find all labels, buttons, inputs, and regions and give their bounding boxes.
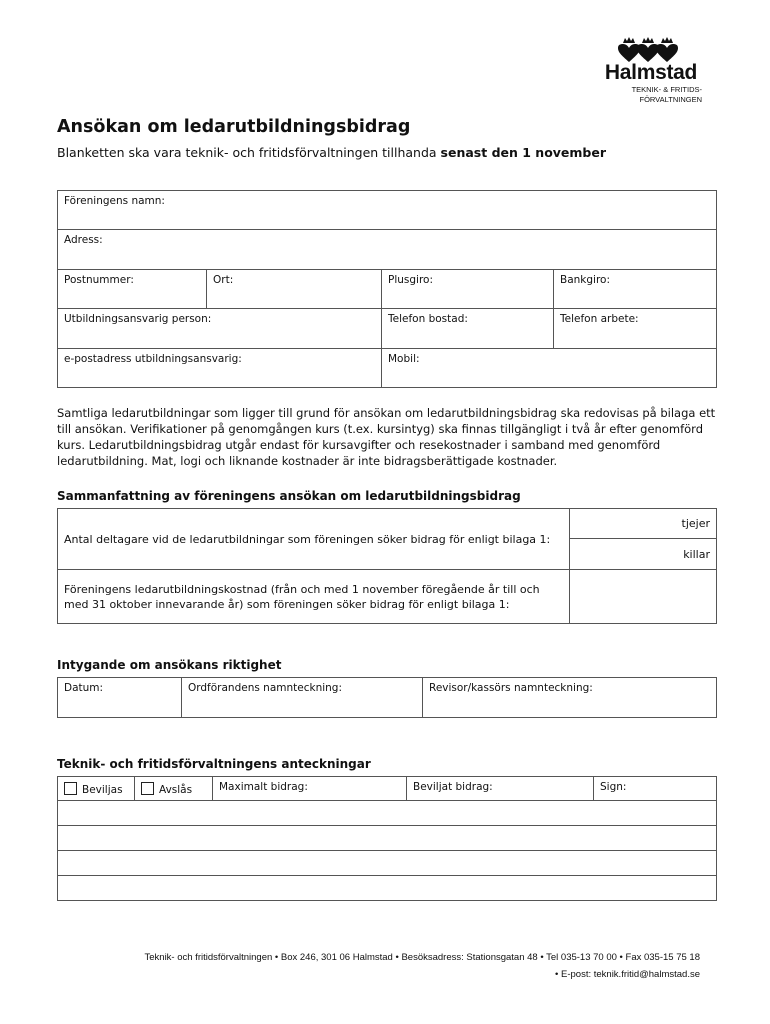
postnummer-field[interactable] bbox=[58, 270, 207, 309]
telefon-bostad-label: Telefon bostad: bbox=[388, 313, 468, 325]
ordforande-label: Ordförandens namnteckning: bbox=[188, 682, 343, 694]
notes-line-2[interactable] bbox=[58, 826, 717, 851]
adress-field[interactable] bbox=[58, 230, 717, 270]
summary-table bbox=[57, 508, 717, 624]
instructions-paragraph: Samtliga ledarutbildningar som ligger till grund för ansökan om ledarutbildningsbidrag ska redovisas på bilaga ett till ansökan. Verifikationer på genomgången kurs (t.ex. kursintyg) ska finnas tillgängligt i två år efter genomförd kurs. Ledarutbildningsbidrag utgår endast för kursavgifter och resekostnader i samband med genomförd ledarutbildning. Mat, logi och liknande kostnader är inte bidragsberättigade kostnader. bbox=[57, 406, 716, 468]
logo-dept-line1: TEKNIK- & FRITIDS- bbox=[631, 85, 702, 94]
summary-heading: Sammanfattning av föreningens ansökan om ledarutbildningsbidrag bbox=[57, 489, 521, 503]
plusgiro-label: Plusgiro: bbox=[388, 274, 434, 286]
postnummer-label: Postnummer: bbox=[64, 274, 134, 286]
notes-line-4[interactable] bbox=[58, 876, 717, 901]
datum-field[interactable] bbox=[58, 678, 182, 718]
sign-field[interactable] bbox=[594, 777, 717, 801]
telefon-arbete-field[interactable] bbox=[554, 309, 717, 349]
footer-email: • E-post: teknik.fritid@halmstad.se bbox=[555, 969, 700, 980]
logo-dept-line2: FÖRVALTNINGEN bbox=[639, 95, 702, 104]
revisor-label: Revisor/kassörs namnteckning: bbox=[429, 682, 593, 694]
notes-line-3[interactable] bbox=[58, 851, 717, 876]
forening-namn-label: Föreningens namn: bbox=[64, 195, 165, 207]
crown-hearts-icon bbox=[617, 36, 685, 62]
tjejer-field[interactable] bbox=[570, 509, 717, 539]
subtitle-text: Blanketten ska vara teknik- och fritidsförvaltningen tillhanda bbox=[57, 145, 441, 160]
mobil-field[interactable] bbox=[382, 349, 717, 388]
kostnad-label: Föreningens ledarutbildningskostnad (från och med 1 november föregående år till och med 31 oktober innevarande år) som föreningen söker bidrag för enligt bilaga 1: bbox=[64, 582, 540, 611]
utbildningsansvarig-field[interactable] bbox=[58, 309, 382, 349]
subtitle-deadline: senast den 1 november bbox=[440, 145, 607, 160]
logo-name: Halmstad bbox=[604, 61, 698, 84]
revisor-signature-field[interactable] bbox=[423, 678, 717, 718]
sign-label: Sign: bbox=[600, 781, 627, 793]
killar-label: killar bbox=[683, 547, 710, 561]
beviljas-option[interactable] bbox=[58, 777, 135, 801]
beviljas-label: Beviljas bbox=[82, 784, 123, 796]
adress-label: Adress: bbox=[64, 234, 103, 246]
maximalt-bidrag-field[interactable] bbox=[213, 777, 407, 801]
ort-label: Ort: bbox=[213, 274, 234, 286]
kostnad-cell bbox=[58, 570, 570, 624]
beviljat-label: Beviljat bidrag: bbox=[413, 781, 493, 793]
avslas-label: Avslås bbox=[159, 784, 193, 796]
telefon-bostad-field[interactable] bbox=[382, 309, 554, 349]
killar-field[interactable] bbox=[570, 539, 717, 570]
tjejer-label: tjejer bbox=[681, 517, 710, 530]
deltagare-label: Antal deltagare vid de ledarutbildningar som föreningen söker bidrag för enligt bilaga 1: bbox=[64, 532, 551, 546]
datum-label: Datum: bbox=[64, 682, 104, 694]
ordforande-signature-field[interactable] bbox=[182, 678, 423, 718]
halmstad-logo bbox=[594, 36, 708, 104]
mobil-label: Mobil: bbox=[388, 353, 420, 365]
intyg-table bbox=[57, 677, 717, 718]
notes-line-1[interactable] bbox=[58, 801, 717, 826]
footer-contact: Teknik- och fritidsförvaltningen • Box 246, 301 06 Halmstad • Besöksadress: Stationsgatan 48 • Tel 035-13 70 00 • Fax 035-15 75 18 bbox=[144, 952, 700, 963]
maximalt-label: Maximalt bidrag: bbox=[219, 781, 308, 793]
page-title: Ansökan om ledarutbildningsbidrag bbox=[57, 117, 411, 137]
forening-namn-field[interactable] bbox=[58, 191, 717, 230]
deltagare-cell bbox=[58, 509, 570, 570]
avslas-checkbox[interactable] bbox=[141, 782, 154, 795]
applicant-info-table bbox=[57, 190, 717, 388]
beviljat-bidrag-field[interactable] bbox=[407, 777, 594, 801]
beviljas-checkbox[interactable] bbox=[64, 782, 77, 795]
ort-field[interactable] bbox=[207, 270, 382, 309]
intyg-heading: Intygande om ansökans riktighet bbox=[57, 658, 282, 672]
bankgiro-field[interactable] bbox=[554, 270, 717, 309]
epost-field[interactable] bbox=[58, 349, 382, 388]
epost-label: e-postadress utbildningsansvarig: bbox=[64, 353, 242, 365]
bankgiro-label: Bankgiro: bbox=[560, 274, 611, 286]
notes-heading: Teknik- och fritidsförvaltningens anteckningar bbox=[57, 757, 371, 771]
plusgiro-field[interactable] bbox=[382, 270, 554, 309]
page-subtitle bbox=[57, 145, 606, 160]
notes-table bbox=[57, 776, 717, 901]
utbildningsansvarig-label: Utbildningsansvarig person: bbox=[64, 313, 212, 325]
telefon-arbete-label: Telefon arbete: bbox=[560, 313, 639, 325]
avslas-option[interactable] bbox=[135, 777, 213, 801]
kostnad-field[interactable] bbox=[570, 570, 717, 624]
